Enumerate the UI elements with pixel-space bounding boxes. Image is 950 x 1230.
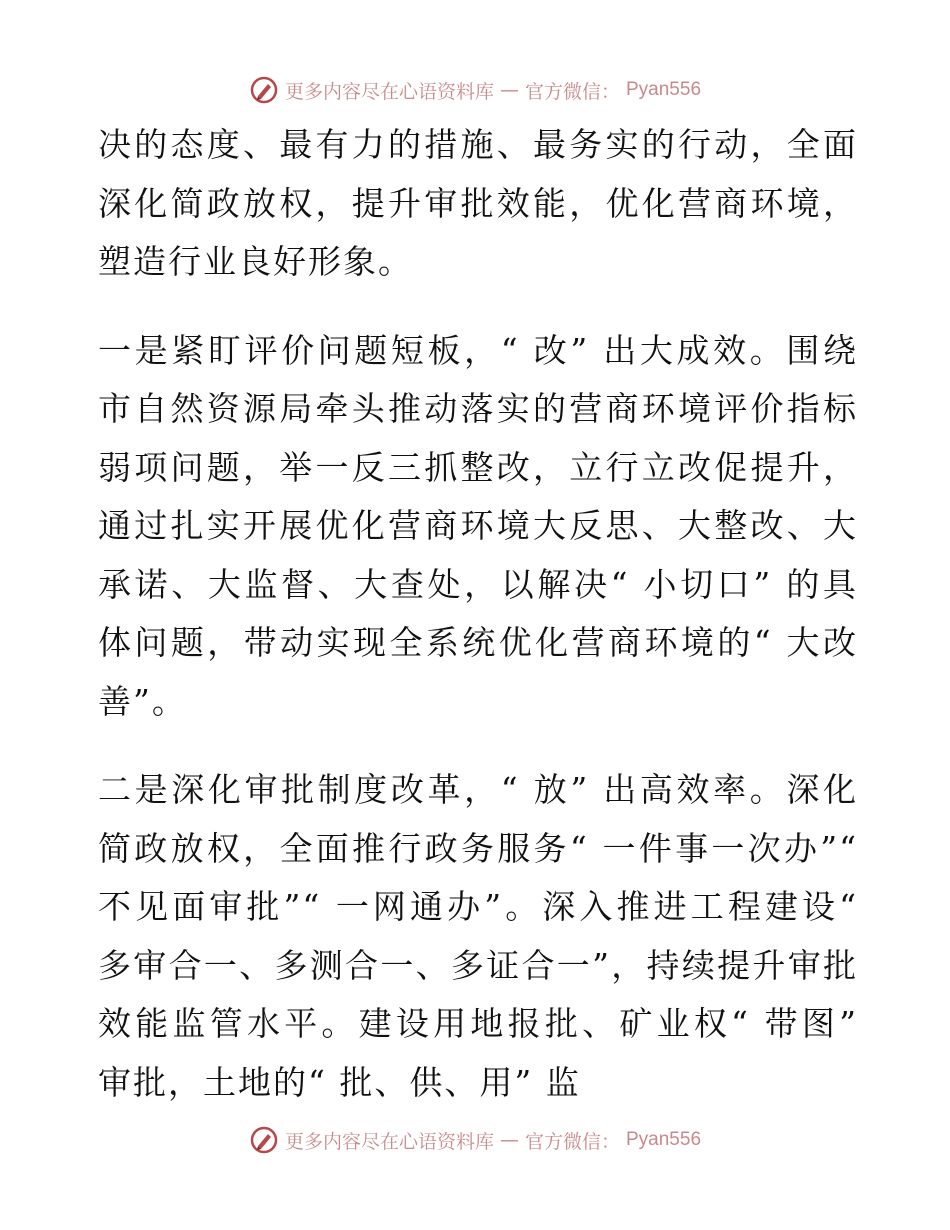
watermark-id: Pyan556 — [626, 79, 702, 100]
watermark-label: 官方微信： — [524, 1130, 620, 1153]
pen-logo-icon — [249, 75, 279, 105]
document-body — [98, 116, 858, 1112]
watermark-dash: — — [499, 79, 519, 101]
paragraph-3: 二是深化审批制度改革，“ 放” 出高效率。深化简政放权，全面推行政务服务“ 一件事一次办”“ 不见面审批”“ 一网通办”。深入推进工程建设“ 多审合一、多测合一、多证合一”，持续提升审批效能监管水平。建设用地报批、矿业权“ 带图” 审批，土地的“ 批、供、用” 监 — [98, 770, 858, 1102]
watermark-dash: — — [499, 1129, 519, 1151]
watermark-label: 官方微信： — [524, 80, 620, 103]
paragraph-2: 一是紧盯评价问题短板，“ 改” 出大成效。围绕市自然资源局牵头推动落实的营商环境评价指标弱项问题，举一反三抓整改，立行立改促提升，通过扎实开展优化营商环境大反思、大整改、大承诺、大监督、大查处，以解决“ 小切口” 的具体问题，带动实现全系统优化营商环境的“ 大改善”。 — [98, 330, 858, 721]
watermark-text: 更多内容尽在心语资料库 — [284, 80, 494, 103]
header-watermark — [0, 70, 950, 110]
watermark-text: 更多内容尽在心语资料库 — [284, 1130, 494, 1153]
paragraph-1: 决的态度、最有力的措施、最务实的行动，全面深化简政放权，提升审批效能，优化营商环境，塑造行业良好形象。 — [98, 125, 858, 281]
watermark-id: Pyan556 — [626, 1129, 702, 1150]
pen-logo-icon — [249, 1125, 279, 1155]
footer-watermark — [0, 1120, 950, 1160]
